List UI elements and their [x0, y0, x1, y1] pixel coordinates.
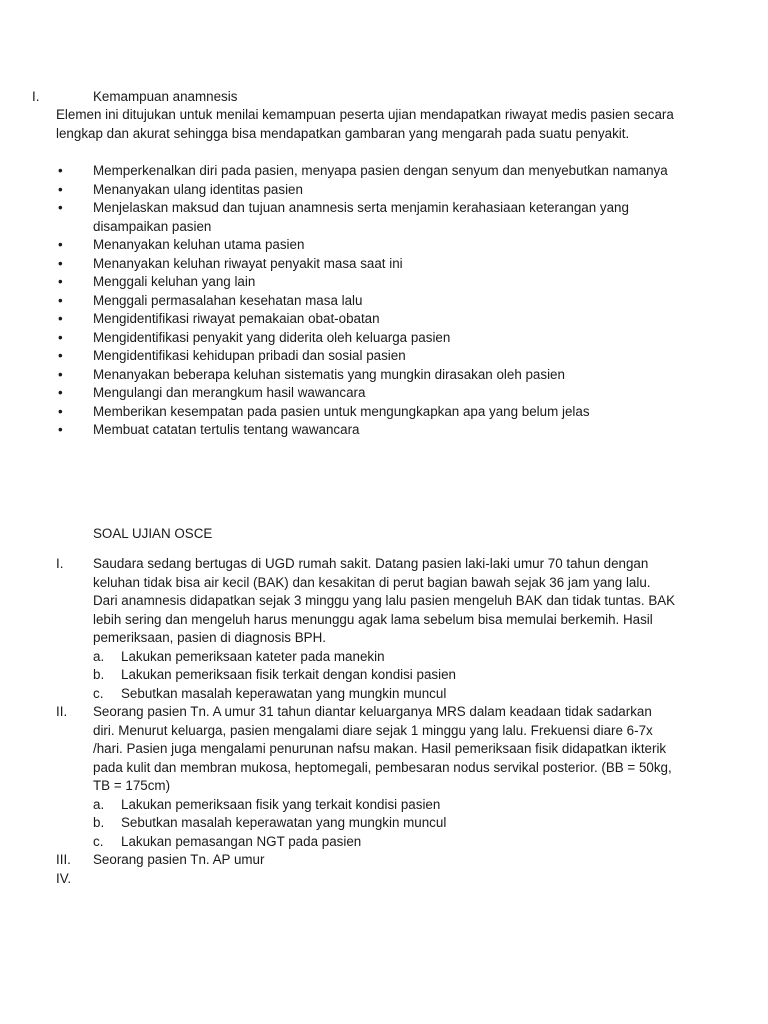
list-item-text: Menanyakan keluhan utama pasien [93, 237, 305, 252]
list-item [56, 329, 696, 348]
list-item [56, 199, 696, 236]
task-text: Lakukan pemeriksaan fisik yang terkait kondisi pasien [121, 796, 441, 812]
list-item [56, 162, 696, 181]
bullet-icon: • [58, 292, 63, 308]
list-item [56, 310, 696, 329]
bullet-icon: • [58, 403, 63, 419]
bullet-icon: • [58, 274, 63, 289]
task-label: c. [93, 833, 104, 849]
task-label: c. [93, 685, 104, 701]
task-item [93, 666, 676, 685]
list-item-text: Memberikan kesempatan pada pasien untuk mengungkapkan apa yang belum jelas [93, 403, 590, 419]
question-text: Seorang pasien Tn. A umur 31 tahun diantar keluarganya MRS dalam keadaan tidak sadarkan diri. Menurut keluarga, pasien mengalami diare sejak 1 minggu yang lalu. Frekuensi diare 6-7x /hari. Pasien juga mengalami penurunan nafsu makan. Hasil pemeriksaan fisik didapatkan ikterik pada kulit dan membran mukosa, heptomegali, pembesaran nodus servikal posterior. (BB = 50kg, TB = 175cm) [93, 704, 672, 793]
task-item [93, 648, 676, 667]
task-label: b. [93, 667, 105, 682]
list-item-text: Menggali permasalahan kesehatan masa lalu [93, 292, 363, 308]
list-item [56, 347, 696, 366]
question-text: Seorang pasien Tn. AP umur [93, 852, 265, 867]
bullet-icon: • [58, 366, 63, 382]
list-item-text: Menjelaskan maksud dan tujuan anamnesis serta menjamin kerahasiaan keterangan yang disampaikan pasien [93, 200, 629, 234]
list-item [56, 236, 696, 255]
question-number: III. [56, 852, 71, 867]
list-item [56, 273, 696, 292]
list-item-text: Mengidentifikasi riwayat pemakaian obat-obatan [93, 311, 380, 326]
anamnesis-bullet-list [56, 162, 696, 440]
question-number: II. [56, 704, 68, 719]
task-text: Sebutkan masalah keperawatan yang mungkin muncul [121, 815, 447, 830]
list-item-text: Mengulangi dan merangkum hasil wawancara [93, 385, 366, 400]
section-title: Kemampuan anamnesis [93, 89, 238, 104]
bullet-icon: • [58, 163, 63, 178]
task-label: a. [93, 648, 105, 664]
task-item [93, 685, 676, 704]
task-text: Lakukan pemasangan NGT pada pasien [121, 833, 362, 849]
bullet-icon: • [58, 237, 63, 252]
task-label: a. [93, 796, 105, 812]
list-item [56, 181, 696, 200]
question-number: IV. [56, 871, 72, 886]
bullet-icon: • [58, 311, 63, 326]
bullet-icon: • [58, 329, 63, 345]
list-item [56, 292, 696, 311]
question-block [56, 703, 676, 851]
question-number: I. [56, 556, 64, 571]
list-item [56, 255, 696, 274]
list-item-text: Menanyakan beberapa keluhan sistematis yang mungkin dirasakan oleh pasien [93, 366, 565, 382]
list-item [56, 403, 696, 422]
bullet-icon: • [58, 255, 63, 271]
task-text: Lakukan pemeriksaan fisik terkait dengan kondisi pasien [121, 667, 456, 682]
task-text: Sebutkan masalah keperawatan yang mungkin muncul [121, 685, 447, 701]
question-block [56, 851, 676, 870]
bullet-icon: • [58, 422, 63, 437]
section-number: I. [32, 89, 40, 104]
task-label: b. [93, 815, 105, 830]
bullet-icon: • [58, 200, 63, 215]
list-item [56, 421, 696, 440]
intro-paragraph: Elemen ini ditujukan untuk menilai kemampuan peserta ujian mendapatkan riwayat medis pasien secara lengkap dan akurat sehingga bisa mendapatkan gambaran yang mengarah pada suatu penyakit. [56, 107, 674, 141]
task-list [93, 796, 676, 852]
list-item-text: Memperkenalkan diri pada pasien, menyapa pasien dengan senyum dan menyebutkan namanya [93, 163, 668, 178]
list-item-text: Menanyakan ulang identitas pasien [93, 181, 303, 197]
task-item [93, 833, 676, 852]
list-item-text: Menggali keluhan yang lain [93, 274, 256, 289]
bullet-icon: • [58, 348, 63, 363]
task-list [93, 648, 676, 704]
task-item [93, 796, 676, 815]
list-item-text: Mengidentifikasi penyakit yang diderita oleh keluarga pasien [93, 329, 451, 345]
list-item [56, 366, 696, 385]
list-item-text: Menanyakan keluhan riwayat penyakit masa saat ini [93, 255, 403, 271]
list-item-text: Membuat catatan tertulis tentang wawancara [93, 422, 360, 437]
task-text: Lakukan pemeriksaan kateter pada manekin [121, 648, 385, 664]
question-block [56, 555, 676, 703]
list-item-text: Mengidentifikasi kehidupan pribadi dan sosial pasien [93, 348, 406, 363]
list-item [56, 384, 696, 403]
task-item [93, 814, 676, 833]
question-text: Saudara sedang bertugas di UGD rumah sakit. Datang pasien laki-laki umur 70 tahun dengan keluhan tidak bisa air kecil (BAK) dan kesakitan di perut bagian bawah sejak 36 jam yang lalu. Dari anamnesis didapatkan sejak 3 minggu yang lalu pasien mengeluh BAK dan tidak tuntas. BAK lebih sering dan mengeluh harus menunggu agak lama sebelum bisa memulai berkemih. Hasil pemeriksaan, pasien di diagnosis BPH. [93, 556, 676, 645]
bullet-icon: • [58, 385, 63, 400]
osce-heading: SOAL UJIAN OSCE [93, 526, 213, 541]
bullet-icon: • [58, 181, 63, 197]
